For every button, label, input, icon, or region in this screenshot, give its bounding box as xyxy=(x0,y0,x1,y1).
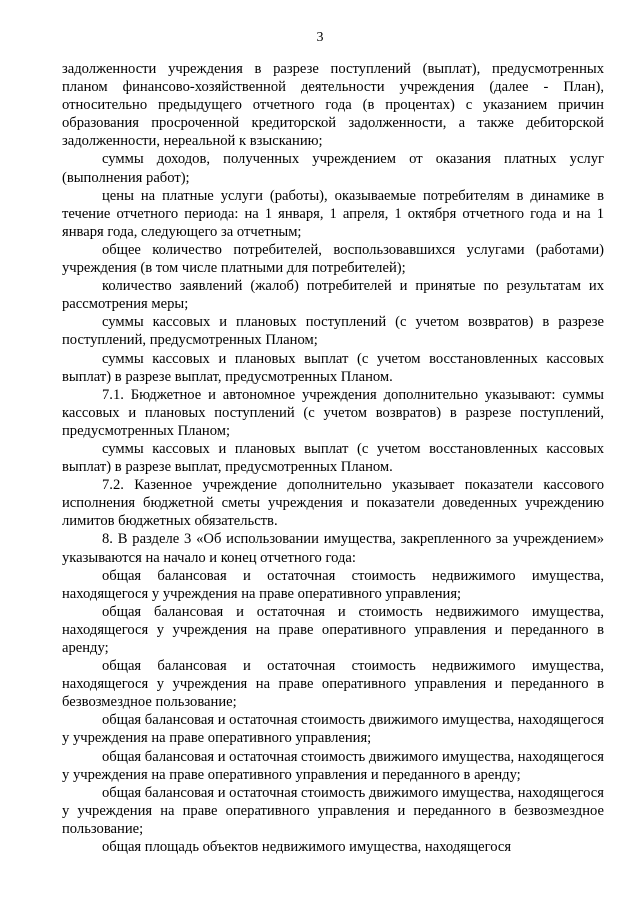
page-number: 3 xyxy=(316,30,324,45)
paragraph: суммы доходов, полученных учреждением от оказания платных услуг (выполнения работ); xyxy=(62,151,604,186)
paragraph: общая балансовая и остаточная стоимость недвижимого имущества, находящегося у учреждения на праве оперативного управления; xyxy=(62,567,604,602)
paragraph: количество заявлений (жалоб) потребителей и принятые по результатам их рассмотрения меры; xyxy=(62,278,604,313)
paragraph: 7.1. Бюджетное и автономное учреждения дополнительно указывают: суммы кассовых и плановых поступлений (с учетом возвратов) в разрезе поступлений, предусмотренных Планом; xyxy=(62,386,604,439)
paragraph: 7.2. Казенное учреждение дополнительно указывает показатели кассового исполнения бюджетной сметы учреждения и показатели доведенных учреждению лимитов бюджетных обязательств. xyxy=(62,477,604,530)
paragraph: общая балансовая и остаточная стоимость движимого имущества, находящегося у учреждения на праве оперативного управления и переданного в безвозмездное пользование; xyxy=(62,784,604,837)
paragraph: 8. В разделе 3 «Об использовании имущества, закрепленного за учреждением» указываются на начало и конец отчетного года: xyxy=(62,531,604,566)
paragraph: задолженности учреждения в разрезе поступлений (выплат), предусмотренных планом финансово-хозяйственной деятельности учреждения (далее - План), относительно предыдущего отчетного года (в процентах) с указанием причин образования просроченной кредиторской задолженности, а также дебиторской задолженности, нереальной к взысканию; xyxy=(62,61,604,150)
paragraph: цены на платные услуги (работы), оказываемые потребителям в динамике в течение отчетного периода: на 1 января, 1 апреля, 1 октября отчетного года и на 1 января года, следующего за отчетным; xyxy=(62,187,604,240)
body-text xyxy=(62,60,604,856)
paragraph: общая балансовая и остаточная и стоимость недвижимого имущества, находящегося у учреждения на праве оперативного управления и переданного в аренду; xyxy=(62,603,604,656)
paragraph: общая балансовая и остаточная стоимость движимого имущества, находящегося у учреждения на праве оперативного управления; xyxy=(62,712,604,747)
paragraph: общая площадь объектов недвижимого имущества, находящегося xyxy=(102,839,512,856)
paragraph: суммы кассовых и плановых выплат (с учетом восстановленных кассовых выплат) в разрезе выплат, предусмотренных Планом. xyxy=(62,440,604,476)
paragraph: общее количество потребителей, воспользовавшихся услугами (работами) учреждения (в том числе платными для потребителей); xyxy=(62,241,604,277)
paragraph: суммы кассовых и плановых выплат (с учетом восстановленных кассовых выплат) в разрезе выплат, предусмотренных Планом. xyxy=(62,350,604,385)
paragraph: общая балансовая и остаточная стоимость недвижимого имущества, находящегося у учреждения на праве оперативного управления и переданного в безвозмездное пользование; xyxy=(62,658,604,711)
paragraph: общая балансовая и остаточная стоимость движимого имущества, находящегося у учреждения на праве оперативного управления и переданного в аренду; xyxy=(62,748,604,783)
paragraph: суммы кассовых и плановых поступлений (с учетом возвратов) в разрезе поступлений, предусмотренных Планом; xyxy=(62,314,604,349)
